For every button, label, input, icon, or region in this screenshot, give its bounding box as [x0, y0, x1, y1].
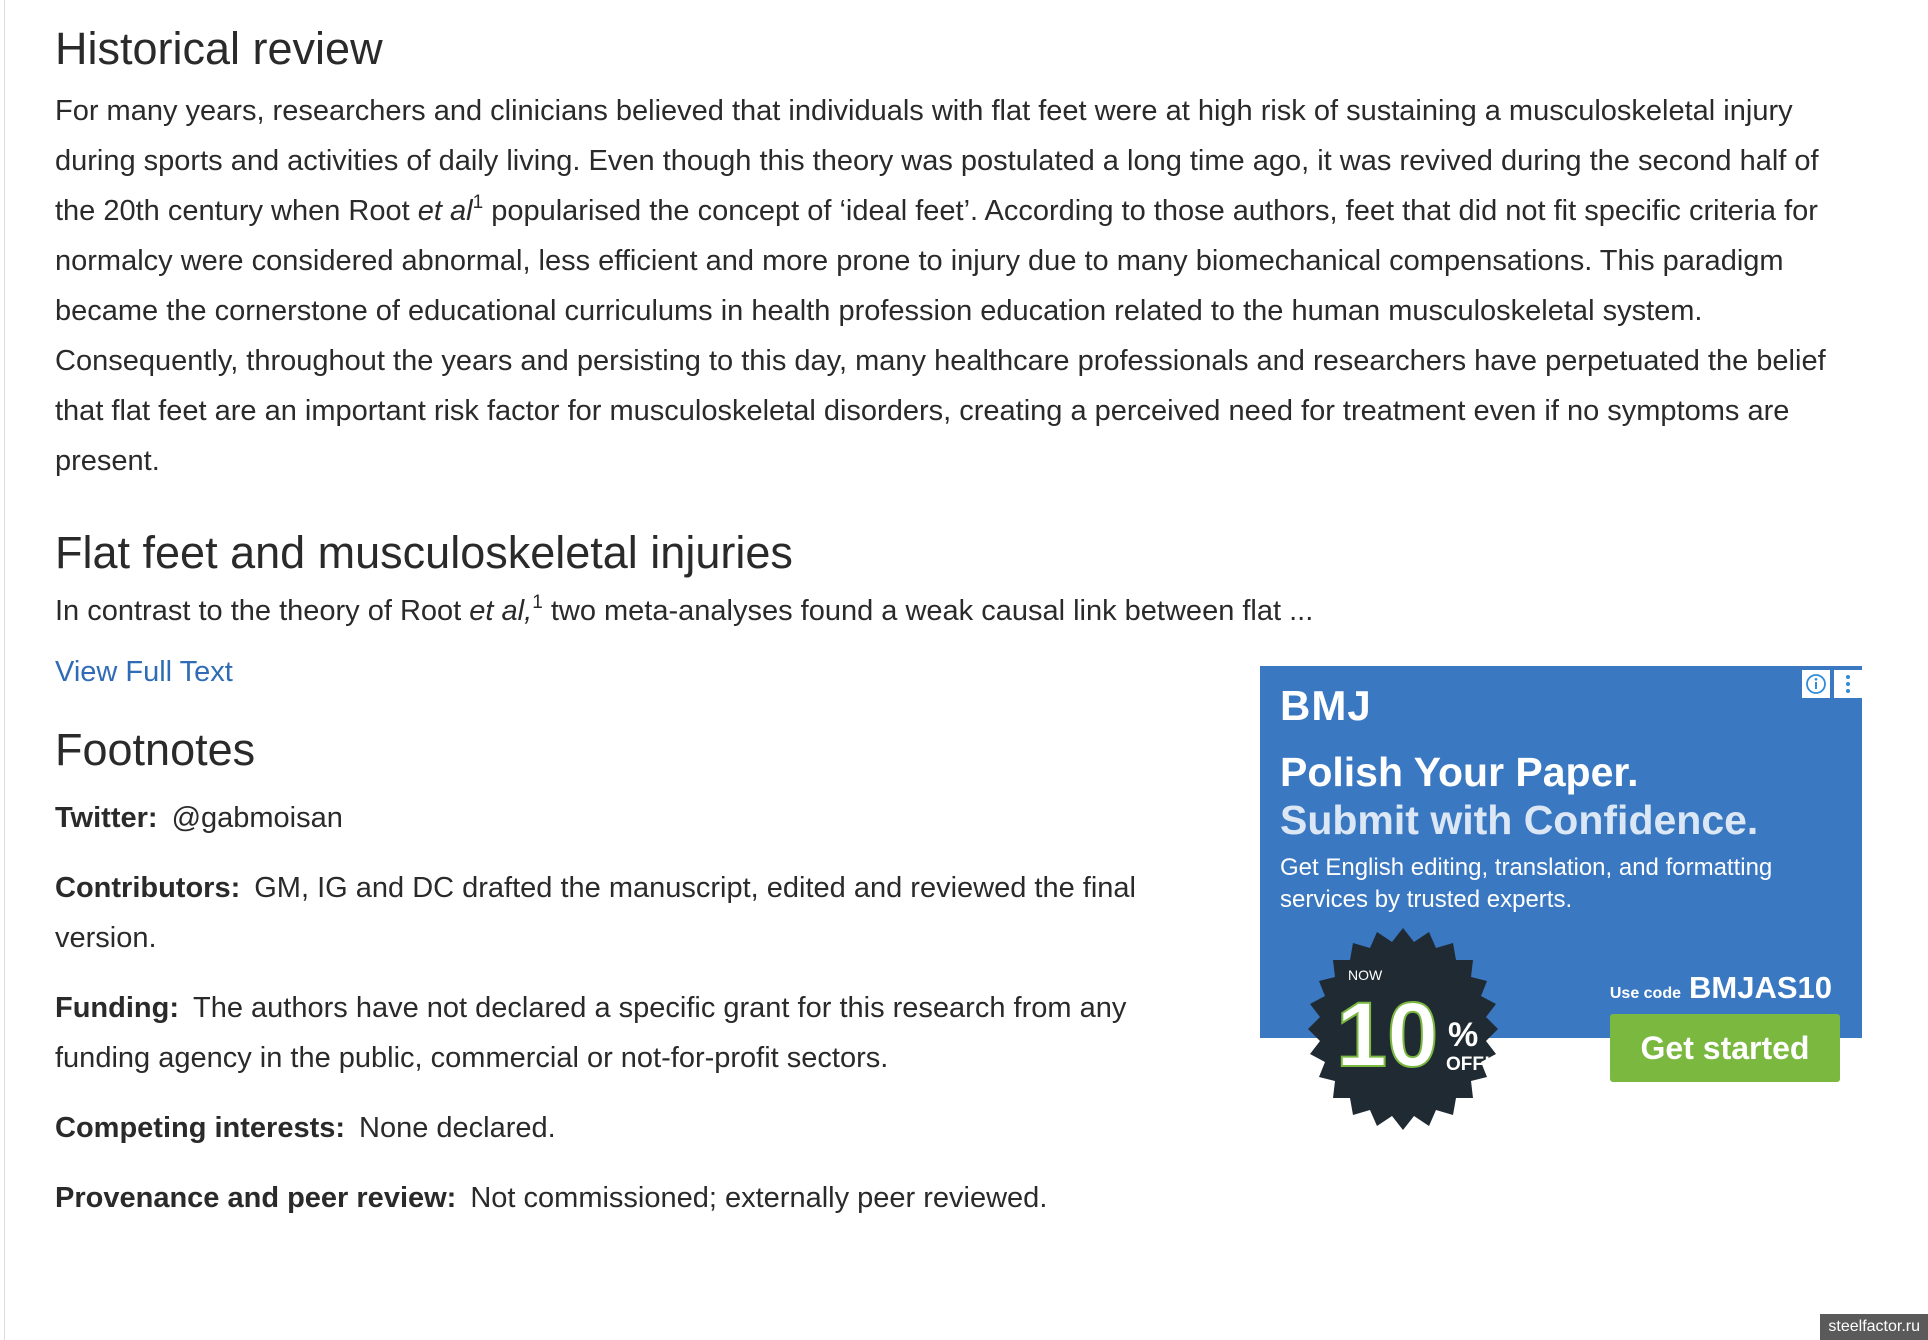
footnote-competing-interests: [55, 1103, 1215, 1153]
kebab-menu-icon: [1837, 673, 1859, 695]
bmj-logo: BMJ: [1280, 682, 1372, 729]
discount-badge: [1298, 924, 1508, 1134]
footnote-twitter: [55, 793, 1215, 843]
ad-info-button[interactable]: [1802, 670, 1830, 698]
footnote-label: Contributors:: [55, 872, 241, 904]
footnote-value: The authors have not declared a specific grant for this research from any funding agency in the public, commercial or not-for-profit sectors.: [55, 992, 1127, 1074]
footnote-value: Not commissioned; externally peer reviewed.: [470, 1182, 1048, 1214]
ad-headline-primary: Polish Your Paper.: [1280, 749, 1639, 795]
badge-now-text: NOW: [1348, 967, 1383, 983]
ad-headline-secondary: Submit with Confidence.: [1280, 797, 1759, 843]
ad-subtext: Get English editing, translation, and formatting services by trusted experts.: [1280, 854, 1773, 913]
et-al-italic: et al: [417, 195, 473, 227]
et-al-italic: et al: [469, 595, 525, 627]
footnotes-section: [55, 723, 1215, 1223]
text-segment: two meta-analyses found a weak causal link between flat ...: [542, 595, 1314, 627]
page-frame-border: [4, 0, 5, 1340]
section-heading-historical: Historical review: [55, 23, 383, 74]
bmj-advertisement[interactable]: [1260, 666, 1862, 1166]
watermark: steelfactor.ru: [1820, 1314, 1928, 1340]
footnote-value: GM, IG and DC drafted the manuscript, edited and reviewed the final version.: [55, 872, 1136, 954]
footnote-value: None declared.: [359, 1112, 556, 1144]
section-flat-feet: [55, 526, 1865, 636]
footnote-contributors: [55, 863, 1215, 963]
footnote-funding: [55, 983, 1215, 1083]
ad-menu-button[interactable]: [1834, 670, 1862, 698]
promo-code-value: BMJAS10: [1689, 970, 1832, 1005]
reference-superscript[interactable]: 1: [472, 192, 484, 213]
reference-superscript[interactable]: 1: [532, 592, 543, 613]
promo-code-label: Use code: [1609, 985, 1681, 1002]
text-segment: In contrast to the theory of Root: [55, 595, 470, 627]
info-icon: [1805, 673, 1827, 695]
badge-percent-text: %: [1448, 1016, 1479, 1054]
badge-value-text: 10: [1336, 984, 1439, 1086]
footnote-label: Funding:: [55, 992, 180, 1024]
footnote-label: Twitter:: [55, 802, 158, 834]
badge-off-text: OFF!: [1446, 1054, 1491, 1075]
text-segment: For many years, researchers and clinicians believed that individuals with flat feet were at high risk of sustaining a musculoskeletal injury during sports and activities of daily living. Even though this theory was postulated a long time ago, it was revived during the second half of the 20th century when Root: [55, 95, 1819, 227]
paragraph-historical: [55, 86, 1865, 486]
footnote-label: Competing interests:: [55, 1112, 346, 1144]
view-full-text-link[interactable]: View Full Text: [55, 656, 233, 688]
footnotes-heading: Footnotes: [55, 724, 256, 775]
section-heading-flat-feet: Flat feet and musculoskeletal injuries: [55, 527, 793, 578]
footnote-value: @gabmoisan: [171, 802, 343, 834]
footnote-label: Provenance and peer review:: [55, 1182, 457, 1214]
promo-code: [1610, 970, 1832, 1006]
paragraph-flat-feet: [55, 586, 1865, 636]
text-segment: popularised the concept of ‘ideal feet’. According to those authors, feet that did not fit specific criteria for normalcy were considered abnormal, less efficient and more prone to injury due to many biomechanical compensations. This paradigm became the cornerstone of educational curriculums in health profession education related to the human musculoskeletal system. Consequently, throughout the years and persisting to this day, many healthcare professionals and researchers have perpetuated the belief that flat feet are an important risk factor for musculoskeletal disorders, creating a perceived need for treatment even if no symptoms are present.: [55, 195, 1826, 477]
section-historical-review: [55, 22, 1865, 486]
footnote-provenance: [55, 1173, 1215, 1223]
comma-italic: ,: [524, 595, 533, 627]
get-started-button[interactable]: Get started: [1610, 1014, 1840, 1082]
